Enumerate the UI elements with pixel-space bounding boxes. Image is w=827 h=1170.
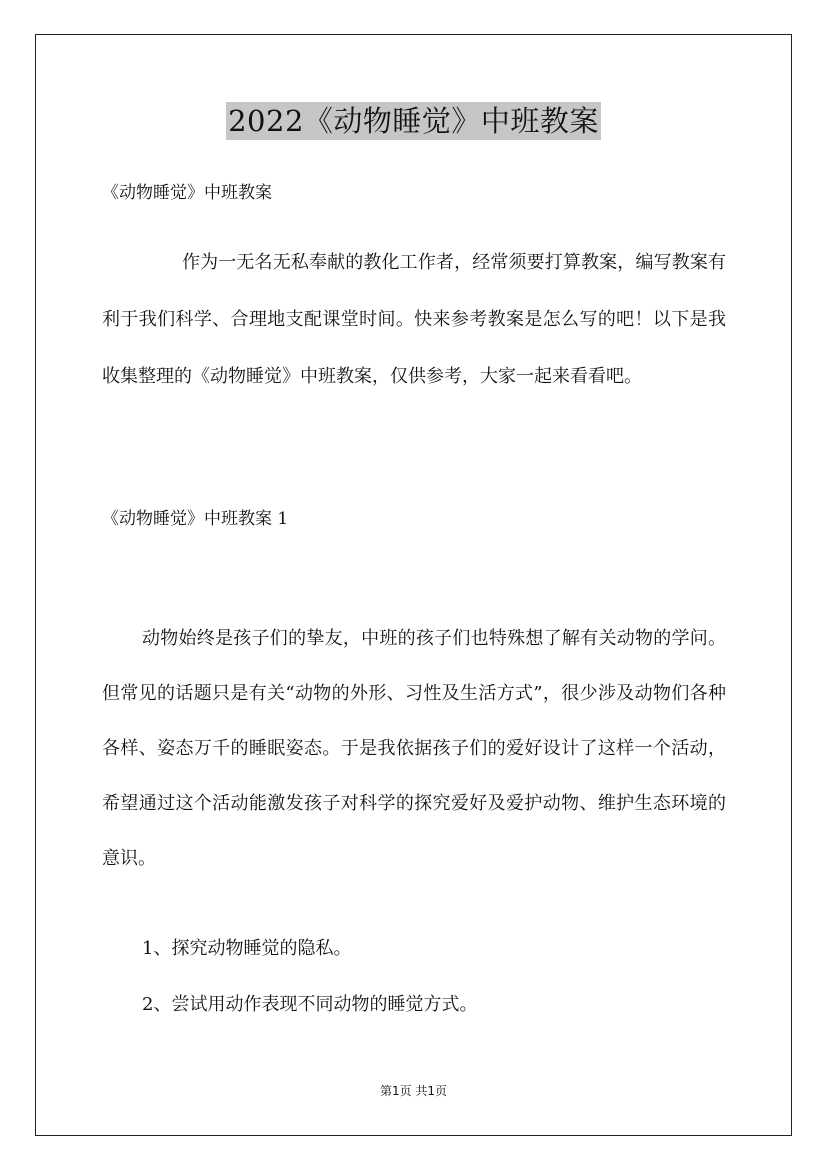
document-subtitle: 《动物睡觉》中班教案 bbox=[102, 183, 272, 203]
document-title: 2022《动物睡觉》中班教案 bbox=[228, 104, 599, 138]
goal-item-2: 2、尝试用动作表现不同动物的睡觉方式。 bbox=[142, 994, 478, 1015]
goal-item-1: 1、探究动物睡觉的隐私。 bbox=[142, 938, 352, 959]
page-footer: 第1页 共1页 bbox=[379, 1084, 448, 1098]
section-heading: 《动物睡觉》中班教案 1 bbox=[102, 509, 289, 529]
intro-paragraph: 作为一无名无私奉献的教化工作者，经常须要打算教案，编写教案有利于我们科学、合理地支配课堂时间。快来参考教案是怎么写的吧！以下是我收集整理的《动物睡觉》中班教案，仅供参考，大家一起来看看吧。 bbox=[102, 252, 726, 387]
title-container bbox=[0, 102, 827, 140]
body-paragraph: 动物始终是孩子们的挚友，中班的孩子们也特殊想了解有关动物的学问。但常见的话题只是有关“动物的外形、习性及生活方式”，很少涉及动物们各种各样、姿态万千的睡眠姿态。于是我依据孩子们的爱好设计了这样一个活动，希望通过这个活动能激发孩子对科学的探究爱好及爱护动物、维护生态环境的意识。 bbox=[102, 628, 726, 869]
